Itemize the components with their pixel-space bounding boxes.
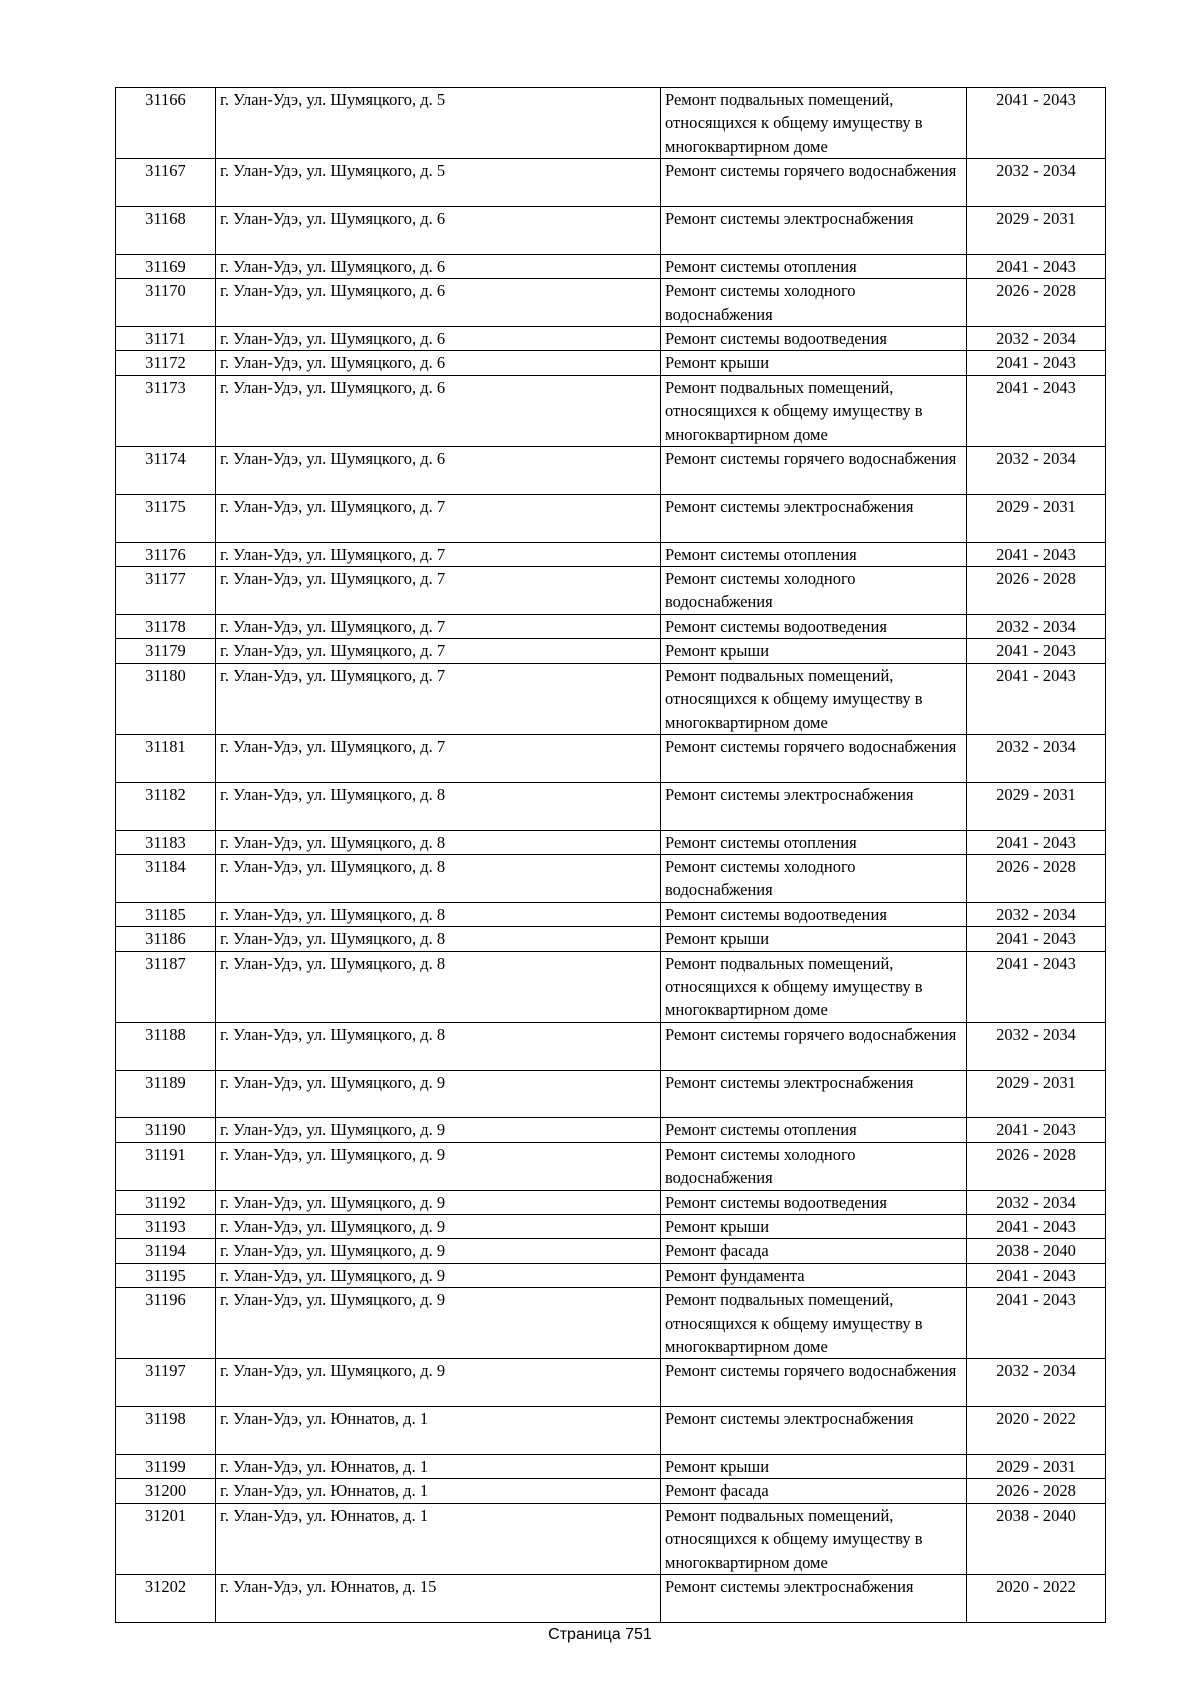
period-cell: 2041 - 2043	[967, 1263, 1106, 1287]
work-type-cell: Ремонт подвальных помещений, относящихся к общему имуществу в многоквартирном доме	[661, 88, 967, 159]
address-cell: г. Улан-Удэ, ул. Шумяцкого, д. 9	[216, 1263, 661, 1287]
work-type-cell: Ремонт системы электроснабжения	[661, 207, 967, 255]
row-id-cell: 31172	[116, 351, 216, 375]
period-cell: 2029 - 2031	[967, 207, 1106, 255]
address-cell: г. Улан-Удэ, ул. Шумяцкого, д. 8	[216, 951, 661, 1022]
row-id-cell: 31178	[116, 614, 216, 638]
table-row	[116, 279, 1106, 327]
repair-schedule-table	[115, 87, 1106, 1623]
period-cell: 2041 - 2043	[967, 951, 1106, 1022]
address-cell: г. Улан-Удэ, ул. Шумяцкого, д. 9	[216, 1190, 661, 1214]
row-id-cell: 31186	[116, 927, 216, 951]
row-id-cell: 31202	[116, 1575, 216, 1623]
row-id-cell: 31175	[116, 494, 216, 542]
work-type-cell: Ремонт подвальных помещений, относящихся к общему имуществу в многоквартирном доме	[661, 951, 967, 1022]
period-cell: 2041 - 2043	[967, 88, 1106, 159]
table-row	[116, 375, 1106, 446]
row-id-cell: 31187	[116, 951, 216, 1022]
table-row	[116, 854, 1106, 902]
period-cell: 2041 - 2043	[967, 351, 1106, 375]
work-type-cell: Ремонт системы электроснабжения	[661, 1575, 967, 1623]
address-cell: г. Улан-Удэ, ул. Шумяцкого, д. 8	[216, 854, 661, 902]
period-cell: 2038 - 2040	[967, 1239, 1106, 1263]
address-cell: г. Улан-Удэ, ул. Шумяцкого, д. 6	[216, 351, 661, 375]
row-id-cell: 31195	[116, 1263, 216, 1287]
table-row	[116, 902, 1106, 926]
address-cell: г. Улан-Удэ, ул. Шумяцкого, д. 6	[216, 447, 661, 495]
table-row	[116, 542, 1106, 566]
address-cell: г. Улан-Удэ, ул. Шумяцкого, д. 9	[216, 1288, 661, 1359]
period-cell: 2041 - 2043	[967, 1118, 1106, 1142]
row-id-cell: 31200	[116, 1479, 216, 1503]
work-type-cell: Ремонт крыши	[661, 1214, 967, 1238]
period-cell: 2041 - 2043	[967, 663, 1106, 734]
table-row	[116, 1214, 1106, 1238]
address-cell: г. Улан-Удэ, ул. Шумяцкого, д. 6	[216, 279, 661, 327]
period-cell: 2032 - 2034	[967, 447, 1106, 495]
work-type-cell: Ремонт системы горячего водоснабжения	[661, 1022, 967, 1070]
table-row	[116, 1407, 1106, 1455]
work-type-cell: Ремонт подвальных помещений, относящихся к общему имуществу в многоквартирном доме	[661, 1503, 967, 1574]
address-cell: г. Улан-Удэ, ул. Шумяцкого, д. 9	[216, 1070, 661, 1118]
address-cell: г. Улан-Удэ, ул. Шумяцкого, д. 9	[216, 1118, 661, 1142]
address-cell: г. Улан-Удэ, ул. Юннатов, д. 1	[216, 1503, 661, 1574]
row-id-cell: 31192	[116, 1190, 216, 1214]
row-id-cell: 31197	[116, 1359, 216, 1407]
address-cell: г. Улан-Удэ, ул. Шумяцкого, д. 6	[216, 207, 661, 255]
row-id-cell: 31169	[116, 254, 216, 278]
period-cell: 2041 - 2043	[967, 375, 1106, 446]
table-row	[116, 351, 1106, 375]
address-cell: г. Улан-Удэ, ул. Шумяцкого, д. 7	[216, 663, 661, 734]
table-row	[116, 1263, 1106, 1287]
address-cell: г. Улан-Удэ, ул. Юннатов, д. 1	[216, 1407, 661, 1455]
table-row	[116, 1503, 1106, 1574]
row-id-cell: 31185	[116, 902, 216, 926]
work-type-cell: Ремонт системы водоотведения	[661, 902, 967, 926]
row-id-cell: 31168	[116, 207, 216, 255]
table-body	[116, 88, 1106, 1623]
period-cell: 2020 - 2022	[967, 1575, 1106, 1623]
address-cell: г. Улан-Удэ, ул. Шумяцкого, д. 9	[216, 1214, 661, 1238]
work-type-cell: Ремонт системы отопления	[661, 542, 967, 566]
work-type-cell: Ремонт системы холодного водоснабжения	[661, 279, 967, 327]
address-cell: г. Улан-Удэ, ул. Шумяцкого, д. 8	[216, 782, 661, 830]
work-type-cell: Ремонт крыши	[661, 351, 967, 375]
row-id-cell: 31182	[116, 782, 216, 830]
work-type-cell: Ремонт системы отопления	[661, 1118, 967, 1142]
period-cell: 2026 - 2028	[967, 1479, 1106, 1503]
address-cell: г. Улан-Удэ, ул. Шумяцкого, д. 5	[216, 88, 661, 159]
work-type-cell: Ремонт системы электроснабжения	[661, 1407, 967, 1455]
work-type-cell: Ремонт крыши	[661, 1455, 967, 1479]
work-type-cell: Ремонт крыши	[661, 639, 967, 663]
work-type-cell: Ремонт системы электроснабжения	[661, 494, 967, 542]
work-type-cell: Ремонт системы холодного водоснабжения	[661, 854, 967, 902]
address-cell: г. Улан-Удэ, ул. Шумяцкого, д. 7	[216, 614, 661, 638]
address-cell: г. Улан-Удэ, ул. Шумяцкого, д. 5	[216, 159, 661, 207]
work-type-cell: Ремонт фундамента	[661, 1263, 967, 1287]
table-row	[116, 1070, 1106, 1118]
row-id-cell: 31184	[116, 854, 216, 902]
period-cell: 2038 - 2040	[967, 1503, 1106, 1574]
period-cell: 2020 - 2022	[967, 1407, 1106, 1455]
period-cell: 2026 - 2028	[967, 1142, 1106, 1190]
work-type-cell: Ремонт системы электроснабжения	[661, 782, 967, 830]
period-cell: 2026 - 2028	[967, 279, 1106, 327]
table-row	[116, 1479, 1106, 1503]
period-cell: 2041 - 2043	[967, 1288, 1106, 1359]
table-row	[116, 663, 1106, 734]
address-cell: г. Улан-Удэ, ул. Шумяцкого, д. 7	[216, 639, 661, 663]
work-type-cell: Ремонт системы водоотведения	[661, 327, 967, 351]
address-cell: г. Улан-Удэ, ул. Юннатов, д. 1	[216, 1455, 661, 1479]
period-cell: 2032 - 2034	[967, 734, 1106, 782]
work-type-cell: Ремонт подвальных помещений, относящихся к общему имуществу в многоквартирном доме	[661, 375, 967, 446]
table-row	[116, 1190, 1106, 1214]
period-cell: 2041 - 2043	[967, 542, 1106, 566]
work-type-cell: Ремонт системы горячего водоснабжения	[661, 447, 967, 495]
row-id-cell: 31176	[116, 542, 216, 566]
work-type-cell: Ремонт системы отопления	[661, 254, 967, 278]
table-row	[116, 1288, 1106, 1359]
table-row	[116, 567, 1106, 615]
row-id-cell: 31170	[116, 279, 216, 327]
table-row	[116, 951, 1106, 1022]
period-cell: 2032 - 2034	[967, 1359, 1106, 1407]
address-cell: г. Улан-Удэ, ул. Шумяцкого, д. 8	[216, 902, 661, 926]
work-type-cell: Ремонт системы горячего водоснабжения	[661, 1359, 967, 1407]
work-type-cell: Ремонт системы холодного водоснабжения	[661, 567, 967, 615]
address-cell: г. Улан-Удэ, ул. Юннатов, д. 1	[216, 1479, 661, 1503]
row-id-cell: 31180	[116, 663, 216, 734]
table-row	[116, 1455, 1106, 1479]
page-number: Страница 751	[548, 1626, 652, 1643]
work-type-cell: Ремонт фасада	[661, 1239, 967, 1263]
work-type-cell: Ремонт системы горячего водоснабжения	[661, 734, 967, 782]
period-cell: 2029 - 2031	[967, 1455, 1106, 1479]
address-cell: г. Улан-Удэ, ул. Шумяцкого, д. 8	[216, 830, 661, 854]
period-cell: 2029 - 2031	[967, 494, 1106, 542]
table-row	[116, 614, 1106, 638]
period-cell: 2041 - 2043	[967, 639, 1106, 663]
row-id-cell: 31188	[116, 1022, 216, 1070]
work-type-cell: Ремонт фасада	[661, 1479, 967, 1503]
period-cell: 2041 - 2043	[967, 254, 1106, 278]
period-cell: 2032 - 2034	[967, 327, 1106, 351]
address-cell: г. Улан-Удэ, ул. Шумяцкого, д. 6	[216, 327, 661, 351]
table-row	[116, 1359, 1106, 1407]
period-cell: 2032 - 2034	[967, 1022, 1106, 1070]
row-id-cell: 31194	[116, 1239, 216, 1263]
work-type-cell: Ремонт крыши	[661, 927, 967, 951]
address-cell: г. Улан-Удэ, ул. Шумяцкого, д. 9	[216, 1359, 661, 1407]
table-row	[116, 782, 1106, 830]
address-cell: г. Улан-Удэ, ул. Шумяцкого, д. 6	[216, 254, 661, 278]
period-cell: 2026 - 2028	[967, 567, 1106, 615]
row-id-cell: 31166	[116, 88, 216, 159]
address-cell: г. Улан-Удэ, ул. Шумяцкого, д. 6	[216, 375, 661, 446]
row-id-cell: 31181	[116, 734, 216, 782]
address-cell: г. Улан-Удэ, ул. Шумяцкого, д. 9	[216, 1142, 661, 1190]
period-cell: 2026 - 2028	[967, 854, 1106, 902]
table-row	[116, 254, 1106, 278]
address-cell: г. Улан-Удэ, ул. Шумяцкого, д. 7	[216, 734, 661, 782]
row-id-cell: 31167	[116, 159, 216, 207]
table-row	[116, 1239, 1106, 1263]
table-row	[116, 927, 1106, 951]
period-cell: 2029 - 2031	[967, 782, 1106, 830]
work-type-cell: Ремонт системы водоотведения	[661, 614, 967, 638]
period-cell: 2041 - 2043	[967, 927, 1106, 951]
row-id-cell: 31189	[116, 1070, 216, 1118]
address-cell: г. Улан-Удэ, ул. Шумяцкого, д. 8	[216, 1022, 661, 1070]
work-type-cell: Ремонт подвальных помещений, относящихся к общему имуществу в многоквартирном доме	[661, 663, 967, 734]
address-cell: г. Улан-Удэ, ул. Юннатов, д. 15	[216, 1575, 661, 1623]
work-type-cell: Ремонт системы холодного водоснабжения	[661, 1142, 967, 1190]
row-id-cell: 31198	[116, 1407, 216, 1455]
row-id-cell: 31174	[116, 447, 216, 495]
table-row	[116, 327, 1106, 351]
period-cell: 2032 - 2034	[967, 1190, 1106, 1214]
table-row	[116, 447, 1106, 495]
row-id-cell: 31193	[116, 1214, 216, 1238]
row-id-cell: 31190	[116, 1118, 216, 1142]
table-row	[116, 88, 1106, 159]
address-cell: г. Улан-Удэ, ул. Шумяцкого, д. 7	[216, 567, 661, 615]
row-id-cell: 31173	[116, 375, 216, 446]
work-type-cell: Ремонт системы отопления	[661, 830, 967, 854]
work-type-cell: Ремонт системы водоотведения	[661, 1190, 967, 1214]
row-id-cell: 31171	[116, 327, 216, 351]
table-row	[116, 1118, 1106, 1142]
row-id-cell: 31199	[116, 1455, 216, 1479]
table-row	[116, 494, 1106, 542]
table-row	[116, 1575, 1106, 1623]
period-cell: 2032 - 2034	[967, 614, 1106, 638]
work-type-cell: Ремонт системы электроснабжения	[661, 1070, 967, 1118]
address-cell: г. Улан-Удэ, ул. Шумяцкого, д. 8	[216, 927, 661, 951]
period-cell: 2041 - 2043	[967, 830, 1106, 854]
address-cell: г. Улан-Удэ, ул. Шумяцкого, д. 7	[216, 542, 661, 566]
period-cell: 2032 - 2034	[967, 902, 1106, 926]
row-id-cell: 31183	[116, 830, 216, 854]
table-row	[116, 734, 1106, 782]
table-row	[116, 207, 1106, 255]
table-row	[116, 159, 1106, 207]
table-row	[116, 1142, 1106, 1190]
address-cell: г. Улан-Удэ, ул. Шумяцкого, д. 9	[216, 1239, 661, 1263]
row-id-cell: 31179	[116, 639, 216, 663]
work-type-cell: Ремонт подвальных помещений, относящихся к общему имуществу в многоквартирном доме	[661, 1288, 967, 1359]
address-cell: г. Улан-Удэ, ул. Шумяцкого, д. 7	[216, 494, 661, 542]
row-id-cell: 31177	[116, 567, 216, 615]
table-row	[116, 639, 1106, 663]
period-cell: 2032 - 2034	[967, 159, 1106, 207]
period-cell: 2041 - 2043	[967, 1214, 1106, 1238]
work-type-cell: Ремонт системы горячего водоснабжения	[661, 159, 967, 207]
row-id-cell: 31191	[116, 1142, 216, 1190]
row-id-cell: 31196	[116, 1288, 216, 1359]
period-cell: 2029 - 2031	[967, 1070, 1106, 1118]
table-row	[116, 1022, 1106, 1070]
table-row	[116, 830, 1106, 854]
row-id-cell: 31201	[116, 1503, 216, 1574]
